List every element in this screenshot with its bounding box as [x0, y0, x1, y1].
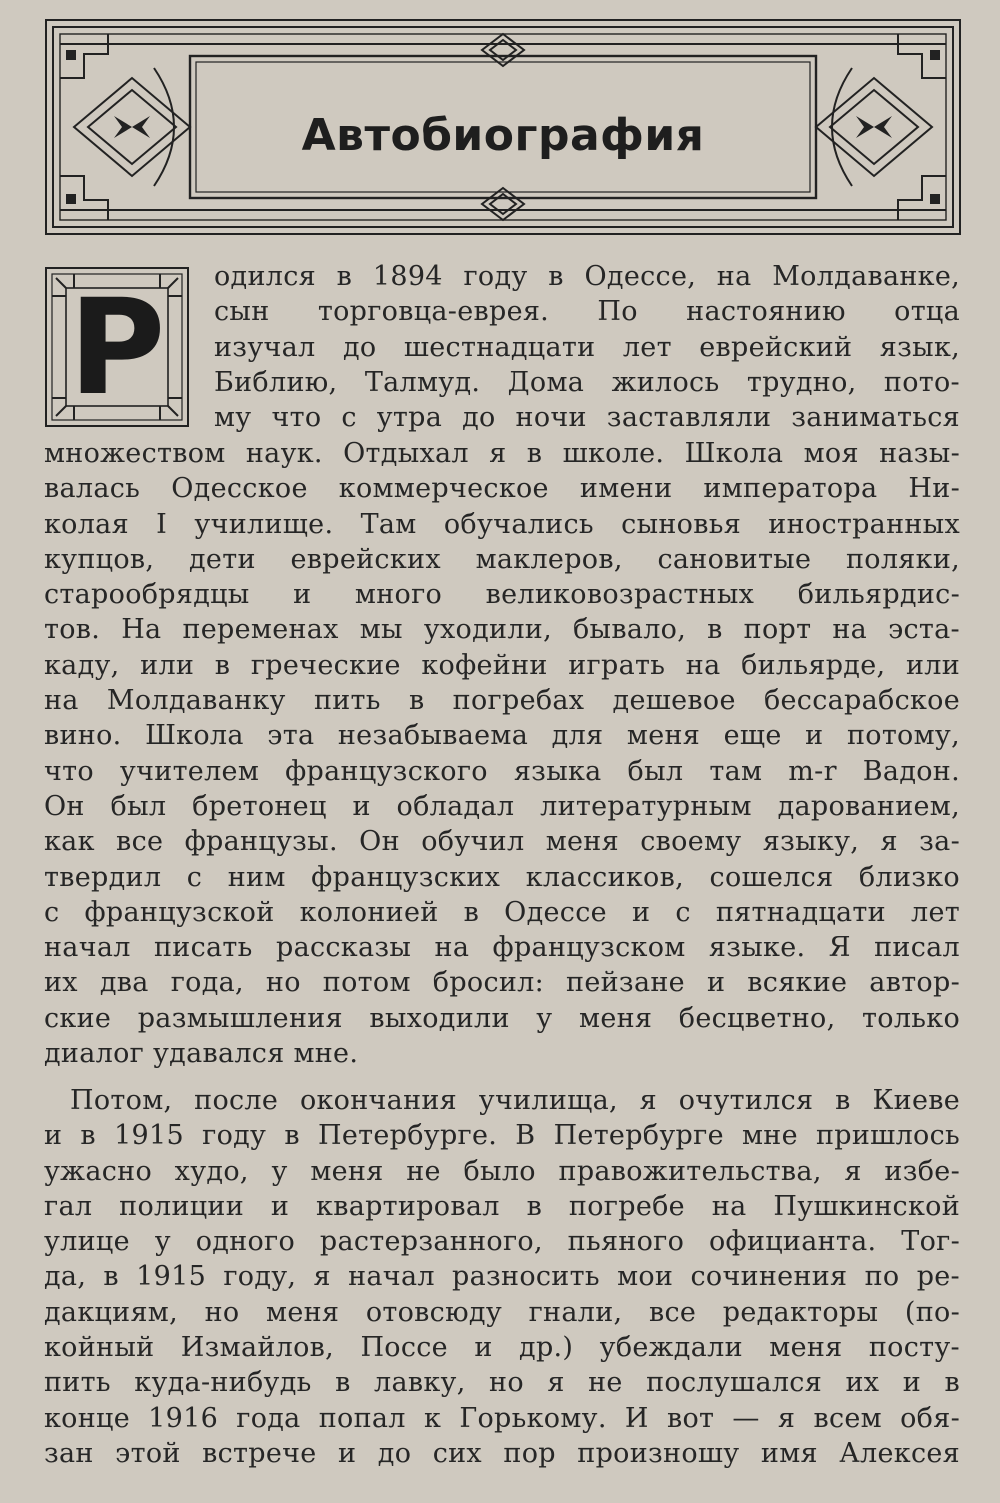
text-line: старообрядцы и много великовозрастных бильярдис-: [44, 579, 960, 611]
text-line: конце 1916 года попал к Горькому. И вот — я всем обя-: [44, 1402, 960, 1434]
header-ornamental-frame: [44, 18, 962, 236]
text-line: изучал до шестнадцати лет еврейский язык,: [214, 331, 960, 363]
text-line: дакциям, но меня отовсюду гнали, все редакторы (по-: [44, 1296, 960, 1328]
text-line: колая I училище. Там обучались сыновья иностранных: [44, 508, 960, 540]
text-line: зан этой встрече и до сих пор произношу имя Алексея: [44, 1437, 960, 1469]
text-line: и в 1915 году в Петербурге. В Петербурге мне пришлось: [44, 1120, 960, 1152]
text-line: Он был бретонец и обладал литературным дарованием,: [44, 790, 960, 822]
text-line: каду, или в греческие кофейни играть на бильярде, или: [44, 649, 960, 681]
text-line: тов. На переменах мы уходили, бывало, в порт на эста-: [44, 614, 960, 646]
text-line: твердил с ним французских классиков, сошелся близко: [44, 861, 960, 893]
text-line: сын торговца-еврея. По настоянию отца: [214, 296, 960, 328]
text-line: на Молдаванку пить в погребах дешевое бессарабское: [44, 685, 960, 717]
text-line: пить куда-нибудь в лавку, но я не послушался их и в: [44, 1367, 960, 1399]
text-line: Потом, после окончания училища, я очутился в Киеве: [70, 1085, 960, 1116]
text-line: их два года, но потом бросил: пейзане и всякие автор-: [44, 967, 960, 999]
page-title: Автобиография: [301, 110, 705, 161]
text-line: Библию, Талмуд. Дома жилось трудно, пото-: [214, 366, 960, 398]
text-line: койный Измайлов, Поссе и др.) убеждали меня посту-: [44, 1332, 960, 1364]
text-line: диалог удавался мне.: [44, 1038, 359, 1070]
text-line: вино. Школа эта незабываема для меня еще и потому,: [44, 720, 960, 752]
paragraph-2: [44, 1083, 960, 1471]
text-line: купцов, дети еврейских маклеров, сановитые поляки,: [44, 543, 960, 575]
text-line: начал писать рассказы на французском языке. Я писал: [44, 932, 960, 964]
paragraph-1: [44, 436, 960, 1071]
text-line: множеством наук. Отдыхал я в школе. Школа моя назы-: [44, 438, 960, 469]
text-line: с французской колонией в Одессе и с пятнадцати лет: [44, 896, 960, 928]
text-line: что учителем французского языка был там m-r Вадон.: [44, 755, 960, 787]
drop-cap-letter: Р: [68, 271, 166, 425]
text-line: улице у одного растерзанного, пьяного официанта. Тог-: [44, 1226, 960, 1258]
text-line: да, в 1915 году, я начал разносить мои сочинения по ре-: [44, 1261, 960, 1293]
text-line: гал полиции и квартировал в погребе на Пушкинской: [44, 1190, 960, 1222]
text-line: му что с утра до ночи заставляли заниматься: [214, 402, 960, 434]
drop-cap: [44, 266, 190, 428]
text-line: валась Одесское коммерческое имени императора Ни-: [44, 473, 960, 505]
paragraph-1-beside-dropcap: [214, 259, 960, 435]
text-line: одился в 1894 году в Одессе, на Молдаванке,: [214, 261, 960, 292]
text-line: как все французы. Он обучил меня своему языку, я за-: [44, 826, 960, 858]
text-line: ужасно худо, у меня не было правожительства, я избе-: [44, 1155, 960, 1187]
text-line: ские размышления выходили у меня бесцветно, только: [44, 1002, 960, 1034]
